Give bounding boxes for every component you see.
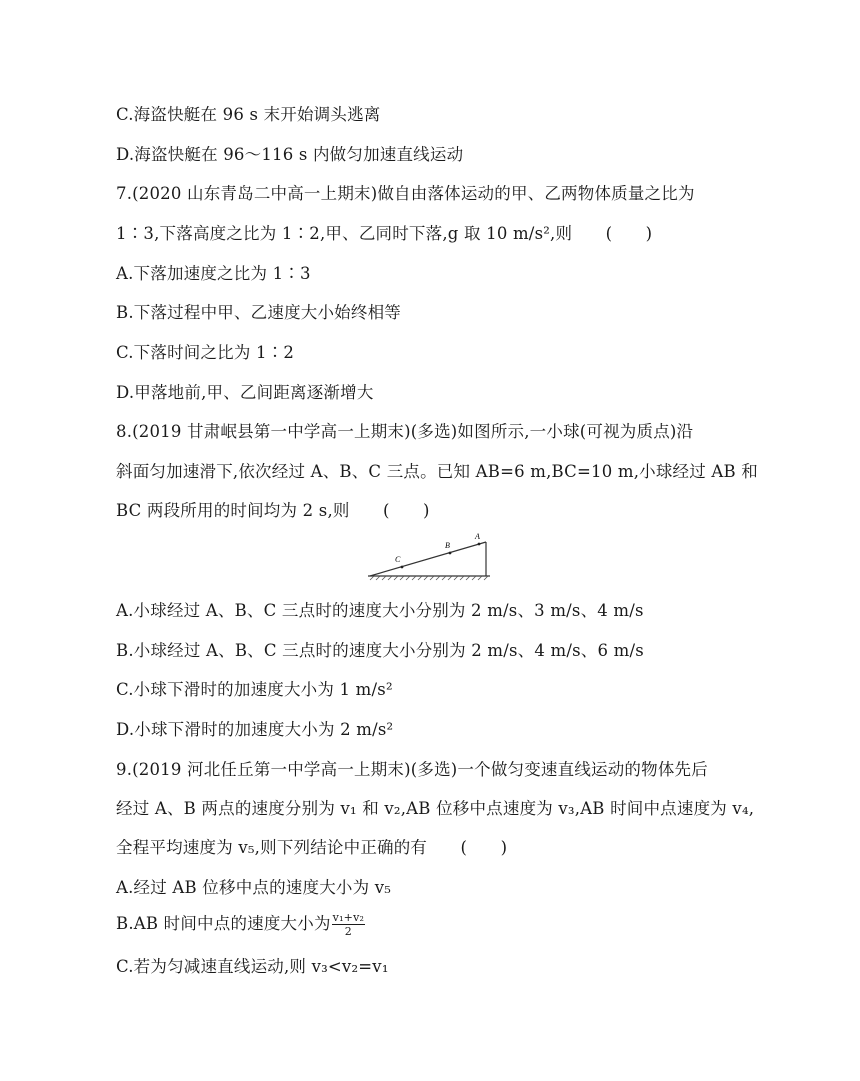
point-a-label: A — [475, 532, 480, 541]
point-a-marker — [478, 543, 481, 546]
point-c-marker — [401, 566, 404, 569]
question-9-option-b — [116, 910, 365, 938]
question-8-option-a: A.小球经过 A、B、C 三点时的速度大小分别为 2 m/s、3 m/s、4 m/s — [116, 601, 644, 620]
line-option-c-pirate: C.海盗快艇在 96 s 末开始调头逃离 — [116, 105, 381, 124]
question-7-option-d: D.甲落地前,甲、乙间距离逐渐增大 — [116, 383, 374, 402]
question-7-option-c: C.下落时间之比为 1∶2 — [116, 343, 295, 362]
question-9-stem-line1: 9.(2019 河北任丘第一中学高一上期末)(多选)一个做匀变速直线运动的物体先后 — [116, 760, 708, 779]
question-9-option-a: A.经过 AB 位移中点的速度大小为 v₅ — [116, 878, 392, 897]
question-8-option-c: C.小球下滑时的加速度大小为 1 m/s² — [116, 680, 393, 699]
fraction-denominator: 2 — [344, 925, 352, 938]
question-8-stem-line2: 斜面匀加速滑下,依次经过 A、B、C 三点。已知 AB=6 m,BC=10 m,小球经过 AB 和 — [116, 462, 758, 481]
question-7-stem-line2: 1∶3,下落高度之比为 1∶2,甲、乙同时下落,g 取 10 m/s²,则 ( ) — [116, 224, 653, 243]
question-9-stem-line2: 经过 A、B 两点的速度分别为 v₁ 和 v₂,AB 位移中点速度为 v₃,AB 时间中点速度为 v₄, — [116, 799, 755, 818]
question-8-option-d: D.小球下滑时的加速度大小为 2 m/s² — [116, 720, 394, 739]
question-9-option-c: C.若为匀减速直线运动,则 v₃<v₂=v₁ — [116, 957, 389, 976]
question-8-option-b: B.小球经过 A、B、C 三点时的速度大小分别为 2 m/s、4 m/s、6 m/s — [116, 641, 644, 660]
question-7-option-a: A.下落加速度之比为 1∶3 — [116, 264, 311, 283]
question-9-stem-line3: 全程平均速度为 v₅,则下列结论中正确的有 ( ) — [116, 838, 508, 857]
point-b-label: B — [445, 541, 450, 550]
question-7-option-b: B.下落过程中甲、乙速度大小始终相等 — [116, 303, 401, 322]
point-c-label: C — [395, 555, 401, 564]
question-8-stem-line3: BC 两段所用的时间均为 2 s,则 ( ) — [116, 501, 430, 520]
question-8-stem-line1: 8.(2019 甘肃岷县第一中学高一上期末)(多选)如图所示,一小球(可视为质点)沿 — [116, 422, 694, 441]
fraction-numerator: v₁+v₂ — [332, 911, 365, 924]
question-7-stem-line1: 7.(2020 山东青岛二中高一上期末)做自由落体运动的甲、乙两物体质量之比为 — [116, 184, 695, 203]
question-9-option-b-text: B.AB 时间中点的速度大小为 — [116, 914, 331, 933]
point-b-marker — [449, 552, 452, 555]
line-option-d-pirate: D.海盗快艇在 96～116 s 内做匀加速直线运动 — [116, 145, 464, 164]
incline-diagram — [366, 528, 496, 584]
fraction-v1-plus-v2-over-2 — [332, 911, 365, 938]
incline-slope — [370, 542, 486, 576]
